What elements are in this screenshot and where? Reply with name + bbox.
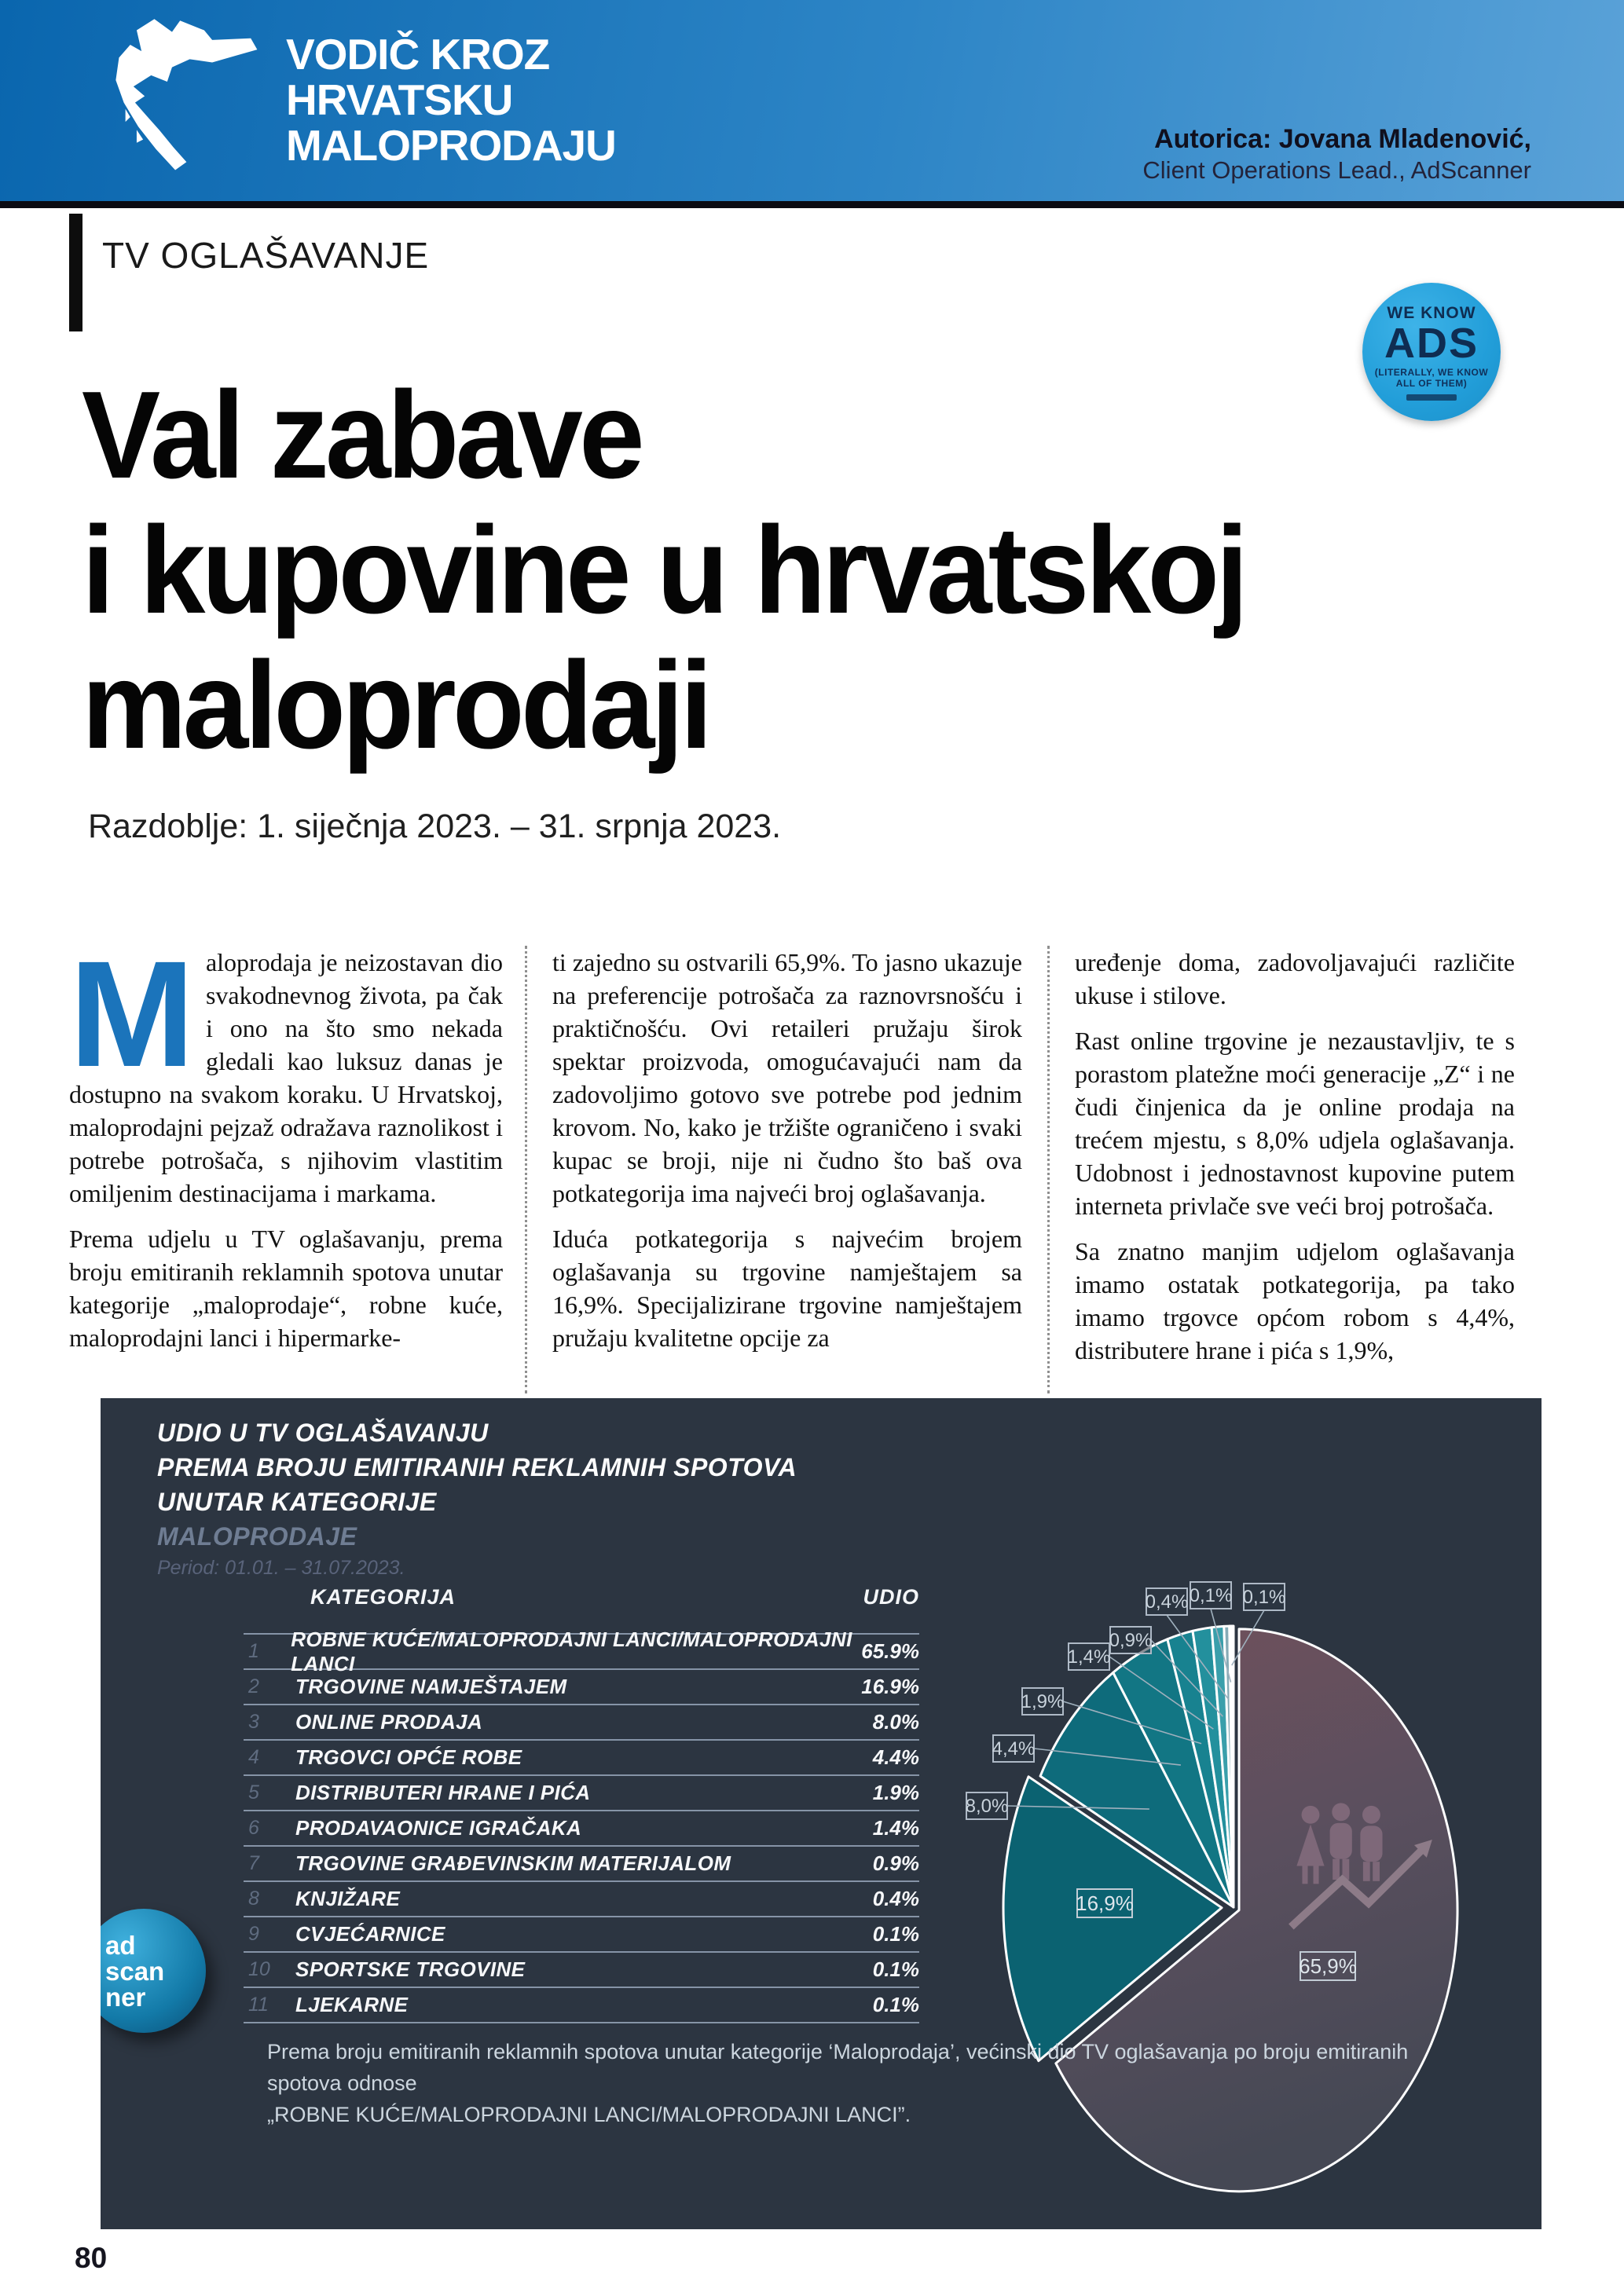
publication-logo — [75, 11, 616, 188]
row-share: 0.1% — [872, 1993, 919, 2016]
table-row — [244, 1880, 919, 1916]
article-body — [69, 946, 1532, 1393]
row-rank: 5 — [248, 1782, 259, 1803]
paragraph: uređenje doma, zadovoljavajući različite ukuse i stilove. — [1075, 948, 1515, 1009]
callout-value: 0,1% — [1242, 1587, 1286, 1608]
paragraph: Prema udjelu u TV oglašavanju, prema broju emitiranih reklamnih spotova unutar kategorije „maloprodaje“, robne kuće, maloprodajni lanci i hipermarke- — [69, 1225, 503, 1352]
table-row — [244, 1987, 919, 2022]
title-line-2: i kupovine u hrvatskoj — [82, 501, 1245, 639]
chart-title-line-2: PREMA BROJU EMITIRANIH REKLAMNIH SPOTOVA — [157, 1453, 797, 1481]
paragraph: Sa znatno manjim udjelom oglašavanja imamo ostatak potkategorija, pa tako imamo trgovce općom robom s 4,4%, distributere hrane i pića s 1,9%, — [1075, 1237, 1515, 1364]
article-column-3 — [1050, 946, 1515, 1393]
row-category: TRGOVCI OPĆE ROBE — [295, 1745, 522, 1769]
row-rank: 7 — [248, 1852, 259, 1874]
row-category: LJEKARNE — [295, 1993, 409, 2016]
row-category: DISTRIBUTERI HRANE I PIĆA — [295, 1781, 591, 1804]
title-line-3: maloprodaji — [82, 636, 709, 774]
logo-line-2: HRVATSKU — [286, 75, 513, 124]
chart-title-line-1: UDIO U TV OGLAŠAVANJU — [157, 1419, 489, 1447]
row-category: SPORTSKE TRGOVINE — [295, 1957, 526, 1981]
callout-value: 0,4% — [1145, 1591, 1189, 1613]
column-header-share: UDIO — [863, 1585, 919, 1609]
article-column-2 — [527, 946, 1050, 1393]
caption-line-2: „ROBNE KUĆE/MALOPRODAJNI LANCI/MALOPRODAJNI LANCI”. — [267, 2103, 911, 2126]
author-name: Autorica: Jovana Mladenović, — [1154, 124, 1531, 154]
row-category: PRODAVAONICE IGRAČAKA — [295, 1816, 582, 1840]
section-kicker: TV OGLAŠAVANJE — [102, 235, 430, 276]
logo-line-3: MALOPRODAJU — [286, 120, 616, 170]
inner-label-value: 65,9% — [1299, 1954, 1357, 1978]
header-band — [0, 0, 1624, 201]
title-line-1: Val zabave — [82, 366, 641, 504]
row-category: ONLINE PRODAJA — [295, 1710, 483, 1734]
page-number: 80 — [75, 2242, 108, 2274]
chart-category-highlight: MALOPRODAJE — [157, 1522, 357, 1551]
row-category: ROBNE KUĆE/MALOPRODAJNI LANCI/MALOPRODAJNI LANCI — [291, 1627, 852, 1675]
paragraph: Iduća potkategorija s najvećim brojem oglašavanja su trgovine namještajem sa 16,9%. Specijalizirane trgovine namještajem pružaju kvalitetne opcije za — [552, 1225, 1022, 1352]
share-table-header — [244, 1585, 919, 1609]
chart-title-line-3: UNUTAR KATEGORIJE — [157, 1488, 437, 1516]
article-subtitle: Razdoblje: 1. siječnja 2023. – 31. srpnja 2023. — [88, 807, 782, 845]
row-rank: 1 — [248, 1640, 259, 1662]
kicker-bar — [69, 214, 82, 331]
badge-line-3: (LITERALLY, WE KNOW — [1374, 366, 1489, 378]
adscanner-logo-line-3: ner — [105, 1982, 146, 2012]
row-share: 0.1% — [872, 1957, 919, 1981]
inner-label-value: 16,9% — [1076, 1891, 1134, 1915]
row-category: KNJIŽARE — [295, 1887, 401, 1910]
row-category: CVJEĆARNICE — [295, 1922, 445, 1946]
table-row — [244, 1739, 919, 1774]
adscanner-logo-line-1: ad — [105, 1930, 136, 1960]
table-row — [244, 1704, 919, 1739]
row-share: 0.9% — [872, 1851, 919, 1875]
row-share: 8.0% — [872, 1710, 919, 1734]
article-title — [82, 368, 1245, 773]
table-row — [244, 1810, 919, 1845]
publication-logo-text — [286, 31, 616, 168]
pie-slice — [1232, 1626, 1234, 1907]
row-share: 0.4% — [872, 1887, 919, 1910]
share-table — [244, 1585, 919, 2023]
table-row — [244, 1774, 919, 1810]
author-credit — [1142, 124, 1531, 185]
row-rank: 2 — [248, 1675, 259, 1697]
logo-line-1: VODIČ KROZ — [286, 29, 550, 79]
callout-value: 8,0% — [965, 1796, 1009, 1817]
row-share: 1.4% — [872, 1816, 919, 1840]
callout-value: 0,9% — [1109, 1630, 1153, 1651]
badge-line-2: ADS — [1384, 319, 1479, 367]
badge-line-1: WE KNOW — [1387, 303, 1476, 322]
row-share: 16.9% — [861, 1675, 919, 1698]
adscanner-logo-line-2: scan — [105, 1956, 165, 1986]
callout-value: 0,1% — [1189, 1585, 1233, 1606]
article-column-1 — [69, 946, 527, 1393]
badge-fineprint — [1406, 394, 1457, 401]
croatia-map-icon — [75, 11, 272, 188]
column-header-category: KATEGORIJA — [310, 1585, 456, 1609]
chart-caption — [267, 2036, 1461, 2130]
row-rank: 4 — [248, 1746, 259, 1768]
row-share: 65.9% — [861, 1639, 919, 1663]
badge-line-4: ALL OF THEM) — [1395, 377, 1468, 389]
paragraph: ti zajedno su ostvarili 65,9%. To jasno ukazuje na preferencije potrošača za raznovrsnošću i praktičnošću. Ovi retaileri pružaju širok spektar proizvoda, omogućavajući nam da zadovoljimo gotovo sve potrebe pod jednim krovom. No, kako je tržište ograničeno i svaki kupac se broji, nije ni čudno što baš ova potkategorija ima najveći broj oglašavanja. — [552, 948, 1022, 1207]
table-row — [244, 1951, 919, 1987]
share-table-body — [244, 1627, 919, 2023]
we-know-ads-badge — [1362, 283, 1501, 421]
row-category: TRGOVINE NAMJEŠTAJEM — [295, 1675, 567, 1698]
chart-period: Period: 01.01. – 31.07.2023. — [157, 1557, 405, 1579]
row-share: 1.9% — [872, 1781, 919, 1804]
row-rank: 9 — [248, 1923, 259, 1945]
author-role: Client Operations Lead., AdScanner — [1142, 156, 1531, 184]
row-rank: 10 — [248, 1958, 270, 1980]
table-row — [244, 1627, 919, 1675]
row-share: 4.4% — [872, 1745, 919, 1769]
table-row — [244, 1845, 919, 1880]
adscanner-logo — [101, 1909, 206, 2033]
row-rank: 11 — [248, 1994, 269, 2016]
row-category: TRGOVINE GRAĐEVINSKIM MATERIJALOM — [295, 1851, 731, 1875]
chart-panel — [101, 1398, 1542, 2229]
paragraph-text: aloprodaja je neizostavan dio svakodnevnog života, pa čak i ono na što smo nekada gledali kao luksuz danas je dostupno na svakom koraku. U Hrvatskoj, maloprodajni pejzaž odražava raznolikost i potrebe potrošača, s njihovim vlastitim omiljenim destinacijama i markama. — [69, 948, 503, 1207]
chart-panel-header — [157, 1415, 797, 1580]
header-divider — [0, 201, 1624, 208]
paragraph: Rast online trgovine je nezaustavljiv, te s porastom platežne moći generacije „Z“ i ne čudi činjenica da je online prodaja na trećem mjestu, s 8,0% udjela oglašavanja. Udobnost i jednostavnost kupovine putem interneta privlače sve veći broj potrošača. — [1075, 1027, 1515, 1220]
caption-line-1: Prema broju emitiranih reklamnih spotova unutar kategorije ‘Maloprodaja’, većinski dio TV oglašavanja po broju emitiranih spotova odnose — [267, 2040, 1409, 2095]
row-rank: 6 — [248, 1817, 259, 1839]
row-share: 0.1% — [872, 1922, 919, 1946]
paragraph — [69, 946, 503, 1210]
row-rank: 3 — [248, 1711, 259, 1733]
drop-cap: M — [69, 946, 195, 1098]
table-row — [244, 1916, 919, 1951]
callout-value: 4,4% — [992, 1738, 1036, 1760]
callout-value: 1,4% — [1067, 1646, 1111, 1668]
callout-value: 1,9% — [1021, 1691, 1065, 1712]
row-rank: 8 — [248, 1888, 259, 1910]
